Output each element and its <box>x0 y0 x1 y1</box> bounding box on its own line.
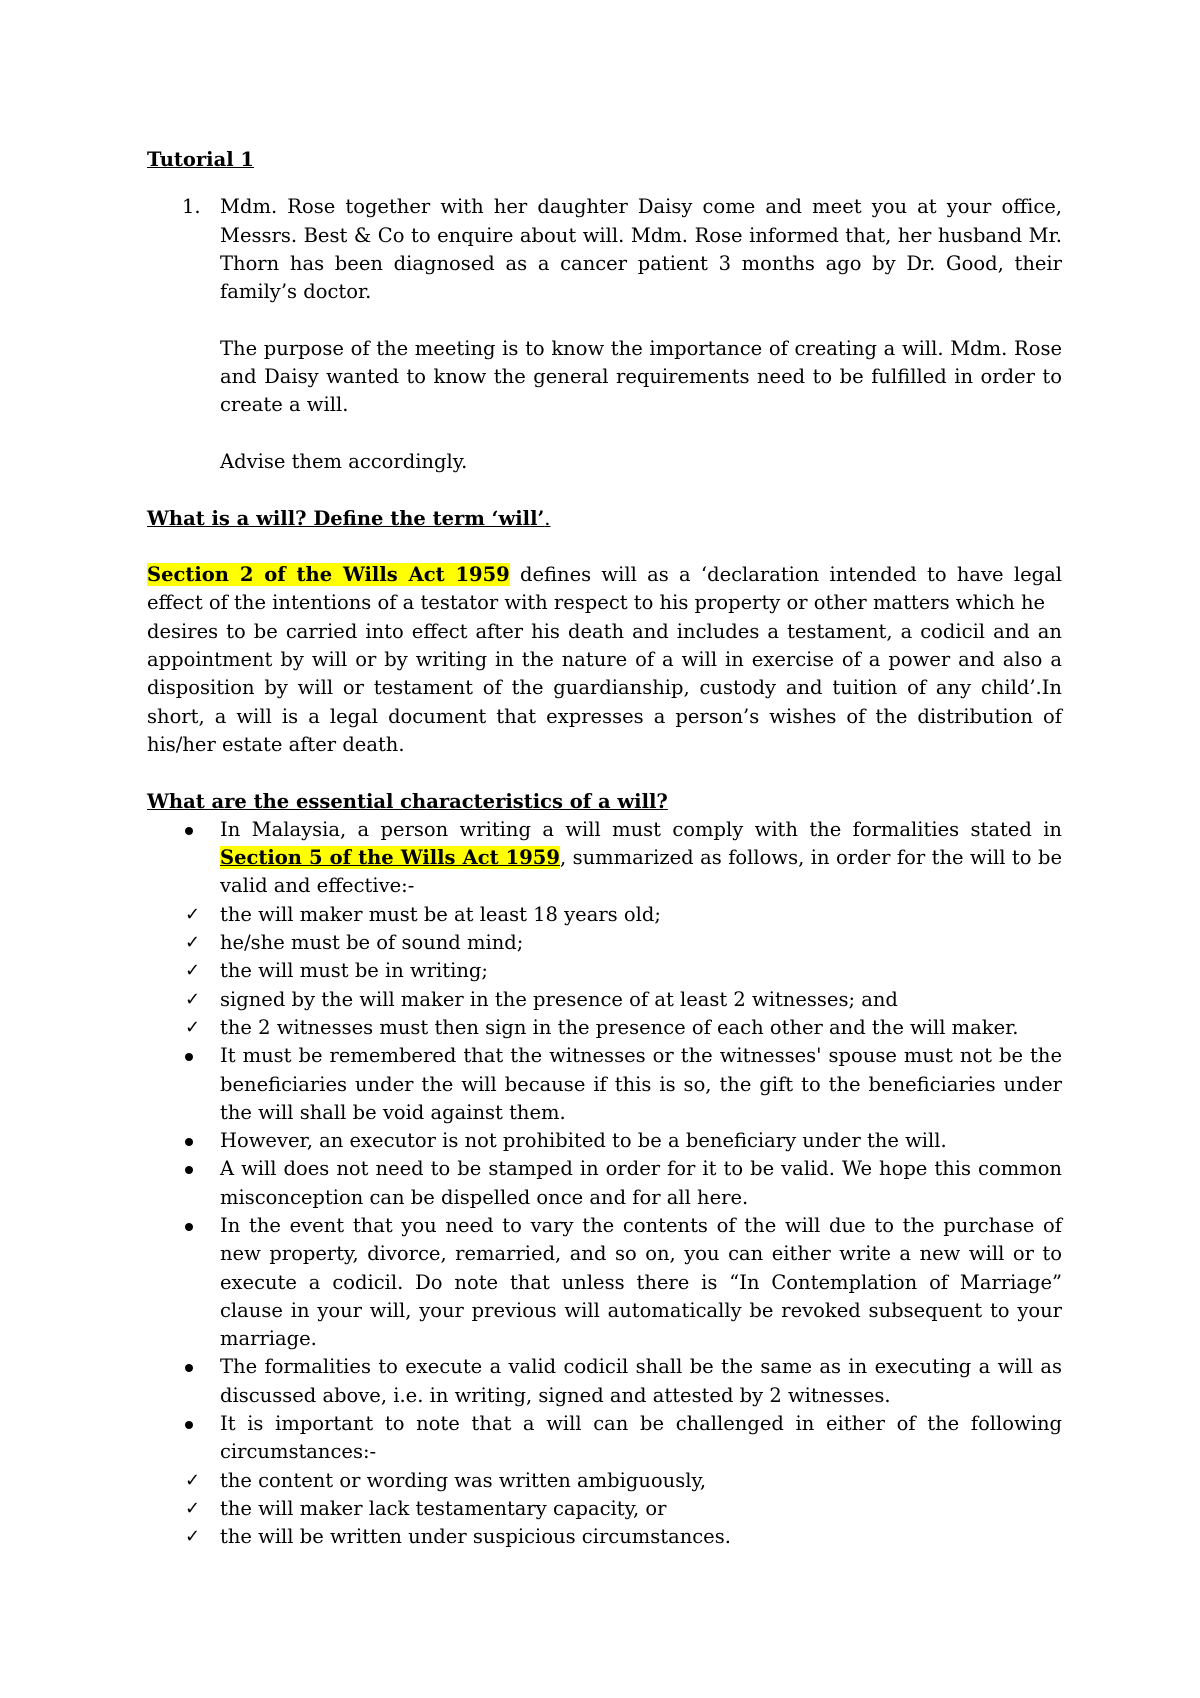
bullet-text: In Malaysia, a person writing a will must comply with the formalities stated in <box>220 817 1062 841</box>
list-item <box>147 1410 1062 1551</box>
list-item <box>147 1212 1062 1353</box>
checklist-item <box>185 1495 1062 1523</box>
list-item <box>147 1353 1062 1410</box>
list-item <box>147 1127 1062 1155</box>
question-paragraph: Mdm. Rose together with her daughter Daisy come and meet you at your office, Messrs. Best & Co to enquire about will. Mdm. Rose informed that, her husband Mr. Thorn has been diagnosed as a cancer patient 3 months ago by Dr. Good, their family’s doctor. <box>220 195 1062 304</box>
checklist-item <box>185 1523 1062 1551</box>
bullet-icon <box>185 1166 193 1174</box>
question-number: 1. <box>182 195 201 219</box>
checklist-text: signed by the will maker in the presence of at least 2 witnesses; and <box>220 987 898 1011</box>
check-icon: ✓ <box>185 1469 201 1491</box>
bullet-icon <box>185 1138 193 1146</box>
checklist-text: the content or wording was written ambiguously, <box>220 1468 707 1492</box>
definition-paragraph <box>147 561 1062 618</box>
check-icon: ✓ <box>185 1526 201 1548</box>
list-item <box>147 1042 1062 1127</box>
checklist-item <box>185 1467 1062 1495</box>
bullet-text: , summarized as follows, in order for the will to be valid and effective:- <box>220 846 1062 898</box>
check-icon: ✓ <box>185 960 201 982</box>
bullet-text: However, an executor is not prohibited to be a beneficiary under the will. <box>220 1129 947 1153</box>
checklist-item <box>185 929 1062 957</box>
checklist-item <box>185 901 1062 929</box>
list-item <box>147 1155 1062 1212</box>
section-heading-text: What is a will? Define the term ‘will’ <box>147 506 545 530</box>
checklist-text: the 2 witnesses must then sign in the presence of each other and the will maker. <box>220 1015 1019 1039</box>
document-content <box>147 146 1062 1552</box>
check-icon: ✓ <box>185 1497 201 1519</box>
check-icon: ✓ <box>185 932 201 954</box>
requirements-checklist <box>185 901 1062 1042</box>
bullet-text: It must be remembered that the witnesses or the witnesses' spouse must not be the beneficiaries under the will because if this is so, the gift to the beneficiaries under the will shall be void against them. <box>220 1044 1062 1124</box>
bullet-text: In the event that you need to vary the contents of the will due to the purchase of new property, divorce, remarried, and so on, you can either write a new will or to execute a codicil. Do note that unless there is “In Contemplation of Marriage” clause in your will, your previous will automatically be revoked subsequent to your marriage. <box>220 1213 1062 1351</box>
section-heading-suffix: . <box>544 506 551 530</box>
characteristics-list <box>147 816 1062 1552</box>
bullet-icon <box>185 1364 193 1372</box>
question-paragraph: Advise them accordingly. <box>220 449 468 473</box>
checklist-item <box>185 957 1062 985</box>
checklist-item <box>185 986 1062 1014</box>
checklist-text: the will must be in writing; <box>220 959 488 983</box>
challenge-checklist <box>185 1467 1062 1552</box>
check-icon: ✓ <box>185 988 201 1010</box>
statute-highlight: Section 2 of the Wills Act 1959 <box>147 563 510 587</box>
section-heading-definition <box>147 505 1062 533</box>
bullet-icon <box>185 827 193 835</box>
question-paragraph: The purpose of the meeting is to know the importance of creating a will. Mdm. Rose and Daisy wanted to know the general requirements need to be fulfilled in order to create a will. <box>220 336 1062 417</box>
bullet-text: A will does not need to be stamped in order for it to be valid. We hope this common misconception can be dispelled once and for all here. <box>220 1157 1062 1209</box>
spacer <box>147 759 1062 787</box>
bullet-text: The formalities to execute a valid codicil shall be the same as in executing a will as discussed above, i.e. in writing, signed and attested by 2 witnesses. <box>220 1355 1062 1407</box>
bullet-icon <box>185 1053 193 1061</box>
bullet-text: It is important to note that a will can be challenged in either of the following circumstances:- <box>220 1412 1062 1464</box>
section-heading-characteristics: What are the essential characteristics of a will? <box>147 789 668 813</box>
bullet-icon <box>185 1421 193 1429</box>
checklist-text: the will maker lack testamentary capacity, or <box>220 1496 667 1520</box>
list-item <box>147 816 1062 1042</box>
spacer <box>147 533 1062 561</box>
question-body <box>220 193 1062 504</box>
checklist-text: he/she must be of sound mind; <box>220 931 524 955</box>
bullet-icon <box>185 1223 193 1231</box>
definition-text: defines will as a ‘declaration intended to have legal effect of the intentions of a testator with respect to his property or other matters which he <box>147 563 1062 615</box>
checklist-item <box>185 1014 1062 1042</box>
document-title: Tutorial 1 <box>147 148 254 171</box>
statute-highlight: Section 5 of the Wills Act 1959 <box>220 846 560 870</box>
checklist-text: the will maker must be at least 18 years old; <box>220 902 661 926</box>
definition-paragraph-continued: desires to be carried into effect after his death and includes a testament, a codicil and an appointment by will or by writing in the nature of a will in exercise of a power and also a disposition by will or testament of the guardianship, custody and tuition of any child’.In short, a will is a legal document that expresses a person’s wishes of the distribution of his/her estate after death. <box>147 619 1062 756</box>
question-1 <box>147 193 1062 504</box>
check-icon: ✓ <box>185 903 201 925</box>
checklist-text: the will be written under suspicious circumstances. <box>220 1525 731 1549</box>
check-icon: ✓ <box>185 1016 201 1038</box>
